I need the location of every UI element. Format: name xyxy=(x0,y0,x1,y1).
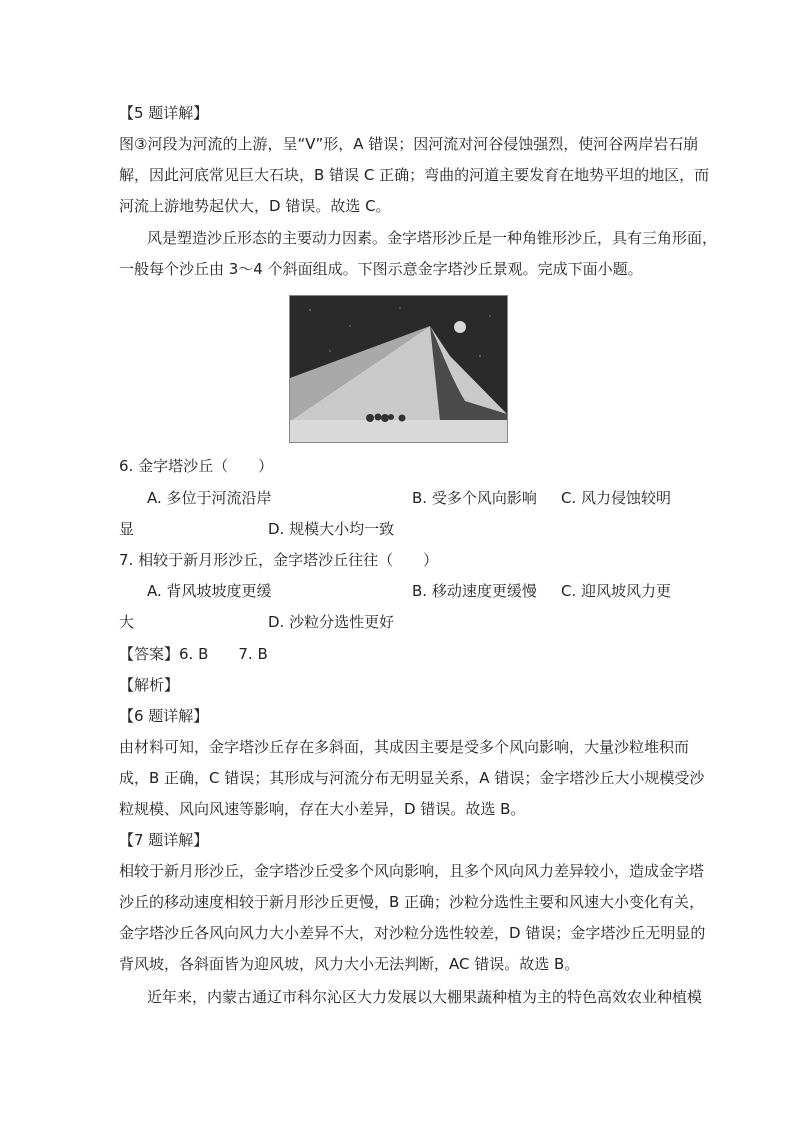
question-7-option-b: B. 移动速度更缓慢 xyxy=(412,582,537,600)
section-7-line-2: 沙丘的移动速度相较于新月形沙丘更慢，B 正确；沙粒分选性主要和风速大小变化有关， xyxy=(119,893,705,911)
question-6-stem: 6. 金字塔沙丘（ ） xyxy=(119,457,274,475)
question-7-option-c: C. 迎风坡风力更 xyxy=(561,582,672,600)
moon-icon xyxy=(454,321,466,333)
question-7-option-d: D. 沙粒分选性更好 xyxy=(268,613,395,631)
section-7-line-4: 背风坡，各斜面皆为迎风坡，风力大小无法判断，AC 错误。故选 B。 xyxy=(119,955,580,973)
section-6-line-2: 成，B 正确，C 错误；其形成与河流分布无明显关系，A 错误；金字塔沙丘大小规模受沙 xyxy=(119,769,705,787)
question-6-option-b: B. 受多个风向影响 xyxy=(412,489,537,507)
answer-line: 【答案】6. B 7. B xyxy=(119,645,268,663)
intro-line-2: 一般每个沙丘由 3～4 个斜面组成。下图示意金字塔沙丘景观。完成下面小题。 xyxy=(119,260,643,278)
next-passage-line: 近年来，内蒙古通辽市科尔沁区大力发展以大棚果蔬种植为主的特色高效农业种植模 xyxy=(147,988,703,1006)
question-7-stem: 7. 相较于新月形沙丘，金字塔沙丘往往（ ） xyxy=(119,551,439,569)
section-7-heading: 【7 题详解】 xyxy=(119,831,209,849)
section-5-line-1: 图③河段为河流的上游，呈“V”形，A 错误；因河流对河谷侵蚀强烈，使河谷两岸岩石崩 xyxy=(119,135,699,153)
section-6-line-3: 粒规模、风向风速等影响，存在大小差异，D 错误。故选 B。 xyxy=(119,800,526,818)
question-6-option-d: D. 规模大小均一致 xyxy=(268,520,395,538)
question-7-option-c-cont: 大 xyxy=(119,613,135,631)
section-6-heading: 【6 题详解】 xyxy=(119,707,209,725)
section-7-line-3: 金字塔沙丘各风向风力大小差异不大，对沙粒分选性较差，D 错误；金字塔沙丘无明显的 xyxy=(119,924,706,942)
analysis-heading: 【解析】 xyxy=(119,676,180,694)
section-7-line-1: 相较于新月形沙丘，金字塔沙丘受多个风向影响，且多个风向风力差异较小，造成金字塔 xyxy=(119,862,705,880)
section-5-line-3: 河流上游地势起伏大，D 错误。故选 C。 xyxy=(119,197,391,215)
pyramid-dune-photo xyxy=(289,295,508,443)
question-7-option-a: A. 背风坡坡度更缓 xyxy=(147,582,272,600)
intro-line-1: 风是塑造沙丘形态的主要动力因素。金字塔形沙丘是一种角锥形沙丘，具有三角形面， xyxy=(147,229,718,247)
question-6-option-c-cont: 显 xyxy=(119,520,135,538)
question-6-option-a: A. 多位于河流沿岸 xyxy=(147,489,272,507)
dune-illustration xyxy=(290,296,507,442)
section-5-line-2: 解，因此河底常见巨大石块，B 错误 C 正确；弯曲的河道主要发育在地势平坦的地区，而 xyxy=(119,166,710,184)
section-5-heading: 【5 题详解】 xyxy=(119,104,209,122)
section-6-line-1: 由材料可知，金字塔沙丘存在多斜面，其成因主要是受多个风向影响，大量沙粒堆积而 xyxy=(119,738,690,756)
question-6-option-c: C. 风力侵蚀较明 xyxy=(561,489,672,507)
